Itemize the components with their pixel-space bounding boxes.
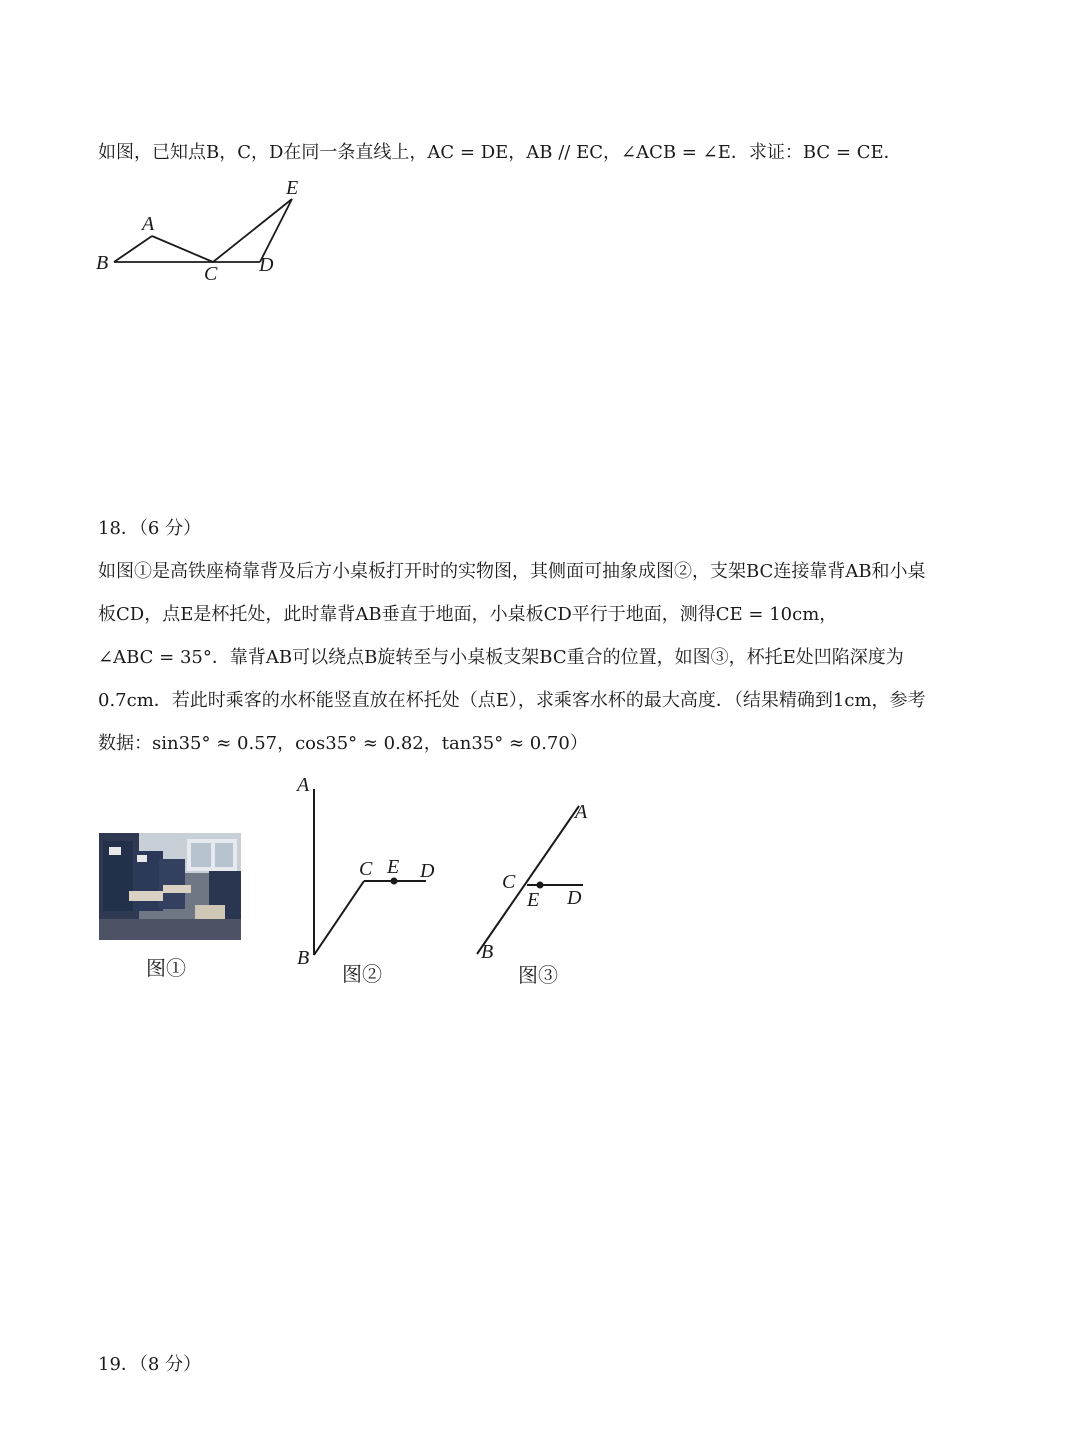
q17-label-e: E <box>286 177 299 199</box>
q17-label-a: A <box>142 213 155 235</box>
fig2-label-d: D <box>420 860 435 882</box>
caption-fig2: 图② <box>342 962 382 986</box>
caption-fig3: 图③ <box>518 963 558 987</box>
fig3-label-d: D <box>567 887 582 909</box>
fig3-label-e: E <box>527 889 540 911</box>
fig3-segment-ab <box>477 806 582 954</box>
q19-number: 19．（8 分） <box>98 1354 202 1375</box>
q17-text: 如图，已知点B，C，D在同一条直线上，AC = DE，AB // EC，∠ACB = ∠E．求证：BC = CE． <box>98 142 902 163</box>
fig3-label-c: C <box>502 871 516 893</box>
fig3-point-e <box>537 882 544 889</box>
q18-line-3: ∠ABC = 35°．靠背AB可以绕点B旋转至与小桌板支架BC重合的位置，如图③，杯托E处凹陷深度为 <box>98 647 904 668</box>
q18-line-1: 如图①是高铁座椅靠背及后方小桌板打开时的实物图，其侧面可抽象成图②，支架BC连接靠背AB和小桌 <box>98 561 926 582</box>
fig3-label-a: A <box>575 801 588 823</box>
q18-line-2: 板CD，点E是杯托处，此时靠背AB垂直于地面，小桌板CD平行于地面，测得CE = 10cm， <box>98 604 838 625</box>
q17-label-c: C <box>204 263 218 285</box>
q18-line-5: 数据：sin35° ≈ 0.57，cos35° ≈ 0.82，tan35° ≈ 0.70） <box>98 733 588 754</box>
fig2-label-c: C <box>359 858 373 880</box>
fig2-label-e: E <box>387 856 400 878</box>
q18-line-4: 0.7cm．若此时乘客的水杯能竖直放在杯托处（点E），求乘客水杯的最大高度．（结果精确到1cm，参考 <box>98 690 926 711</box>
fig2-label-a: A <box>297 774 310 796</box>
q17-label-b: B <box>96 252 109 274</box>
fig2-label-b: B <box>297 947 310 969</box>
caption-fig1: 图① <box>146 956 186 980</box>
q17-label-d: D <box>259 254 274 276</box>
fig3-label-b: B <box>481 941 494 963</box>
q18-number: 18．（6 分） <box>98 518 202 539</box>
